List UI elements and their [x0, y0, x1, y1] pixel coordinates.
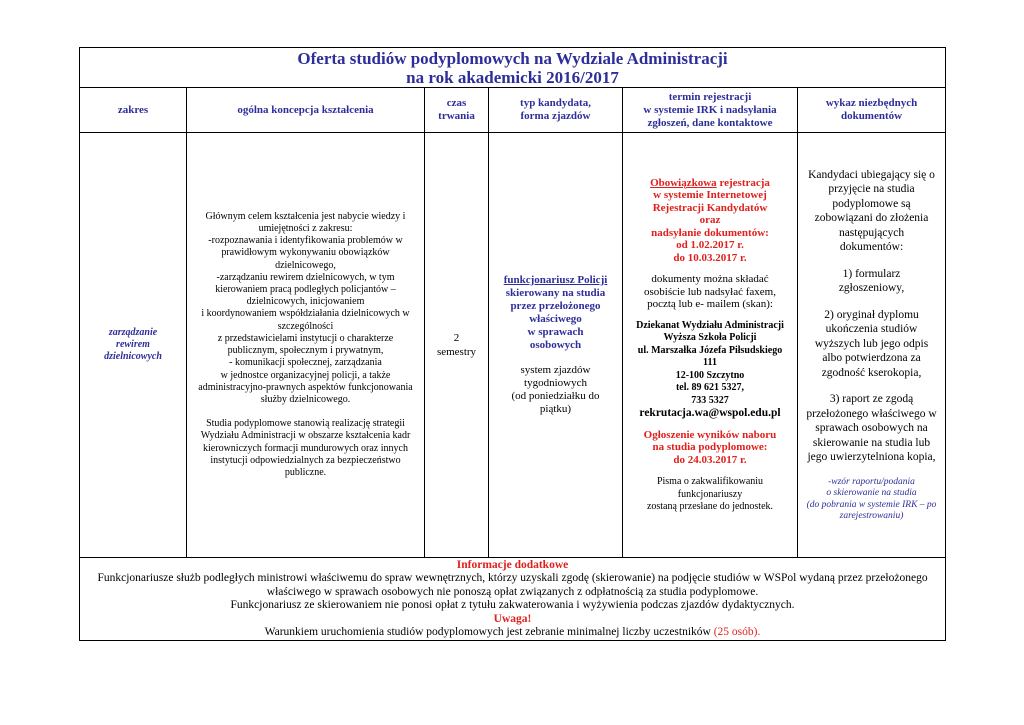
- typ-cell: [489, 133, 623, 558]
- wykaz-cell: Kandydaci ubiegający się o przyjęcie na studia podyplomowe są zobowiązani do złożenia następujących dokumentów: 1) formularz zgłoszeniowy, 2) oryginał dyplomu ukończenia studiów wyższych lub jego odpis albo potwierdzona za zgodność kserokopia, 3) raport ze zgodą przełożonego właściwego w sprawach osobowych na skierowanie na studia lub jego uwierzytelniona kopia, -wzór raportu/podania o skierowanie na studia (do pobrania w systemie IRK – po zarejestrowaniu): [798, 133, 946, 558]
- additional-info: [80, 558, 946, 641]
- info-line-3: Funkcjonariusz ze skierowaniem nie ponosi opłat z tytułu zakwaterowania i wyżywienia podczas zjazdów dydaktycznych.: [230, 599, 795, 611]
- candidate-type: funkcjonariusz Policji skierowany na studia przez przełożonego właściwego w sprawach osobowych: [503, 274, 608, 351]
- header-koncepcja: ogólna koncepcja kształcenia: [187, 88, 425, 133]
- info-line-1: Funkcjonariusze służb podległych ministrowi właściwemu do spraw wewnętrznych, którzy uzyskali zgodę (skierowanie) na podjęcie studiów w WSPol wydaną przez przełożonego: [97, 572, 928, 584]
- title-line-2: na rok akademicki 2016/2017: [406, 67, 619, 87]
- additional-info-row: [80, 558, 946, 641]
- page-title: [80, 48, 946, 88]
- czas-cell: 2 semestry: [425, 133, 489, 558]
- info-line-4: Warunkiem uruchomienia studiów podyplomowych jest zebranie minimalnej liczby uczestników (25 osób).: [264, 626, 761, 638]
- info-heading: Informacje dodatkowe: [456, 558, 569, 571]
- info-line-2: właściwego w sprawach osobowych nie ponoszą opłat związanych z odpłatnością za studia podyplomowe.: [266, 585, 759, 598]
- warning-heading: Uwaga!: [493, 612, 532, 625]
- header-wykaz: wykaz niezbędnych dokumentów: [798, 88, 946, 133]
- header-zakres: zakres: [80, 88, 187, 133]
- title-line-1: Oferta studiów podyplomowych na Wydziale Administracji: [297, 48, 728, 68]
- results-announcement: Ogłoszenie wyników naboru na studia podyplomowe: do 24.03.2017 r.: [643, 428, 777, 466]
- qualification-letters: Pisma o zakwalifikowaniu funkcjonariuszy zostaną przesłane do jednostek.: [646, 476, 774, 512]
- template-note: -wzór raportu/podania o skierowanie na studia (do pobrania w systemie IRK – po zarejestrowaniu): [806, 476, 937, 521]
- registration-dates: Obowiązkowa rejestracja w systemie Internetowej Rejestracji Kandydatów oraz nadsyłanie dokumentów: od 1.02.2017 r. do 10.03.2017 r.: [650, 176, 770, 264]
- column-headers: [80, 88, 946, 133]
- document-item-2: 2) oryginał dyplomu ukończenia studiów wyższych lub jego odpis albo potwierdzona za zgodność kserokopia,: [814, 308, 929, 379]
- submission-methods: dokumenty można składać osobiście lub nadsyłać faxem, pocztą lub e- mailem (skan):: [644, 273, 776, 310]
- contact-details: Dziekanat Wydziału Administracji Wyższa Szkoła Policji ul. Marszałka Józefa Piłsudskiego 111 12-100 Szczytno tel. 89 621 5327, 733 5327: [636, 319, 784, 406]
- header-termin: termin rejestracji w systemie IRK i nadsyłania zgłoszeń, dane kontaktowe: [623, 88, 798, 133]
- contact-email[interactable]: rekrutacja.wa@wspol.edu.pl: [639, 407, 781, 419]
- meeting-form: system zjazdów tygodniowych (od poniedziałku do piątku): [511, 364, 600, 415]
- offer-row: [80, 133, 946, 558]
- header-czas: czas trwania: [425, 88, 489, 133]
- document-item-1: 1) formularz zgłoszeniowy,: [838, 267, 905, 294]
- header-typ: typ kandydata, forma zjazdów: [489, 88, 623, 133]
- zakres-cell: zarządzanie rewirem dzielnicowych: [80, 133, 187, 558]
- termin-cell: [623, 133, 798, 558]
- koncepcja-cell: Głównym celem kształcenia jest nabycie wiedzy i umiejętności z zakresu: -rozpoznawania i identyfikowania problemów w prawidłowym wykonywaniu obowiązków dzielnicowego, -zarządzaniu rewirem dzielnicowych, w tym kierowaniem pracą podległych policjantów – dzielnicowych, inicjowaniem i koordynowaniem współdziałania dzielnicowych w szczególności z przedstawicielami instytucji o charakterze publicznym, społecznym i prywatnym, - komunikacji społecznej, zarządzania w jednostce organizacyjnej policji, a także administracyjno-prawnych aspektów funkcjonowania służby dzielnicowego. Studia podyplomowe stanowią realizację strategii Wydziału Administracji w obszarze kształcenia kadr kierowniczych formacji mundurowych oraz innych instytucji odpowiedzialnych za bezpieczeństwo publiczne.: [187, 133, 425, 558]
- offer-table: [79, 47, 946, 641]
- document-item-3: 3) raport ze zgodą przełożonego właściwego w sprawach osobowych na skierowanie na studia lub jego uwierzytelniona kopia,: [806, 393, 937, 463]
